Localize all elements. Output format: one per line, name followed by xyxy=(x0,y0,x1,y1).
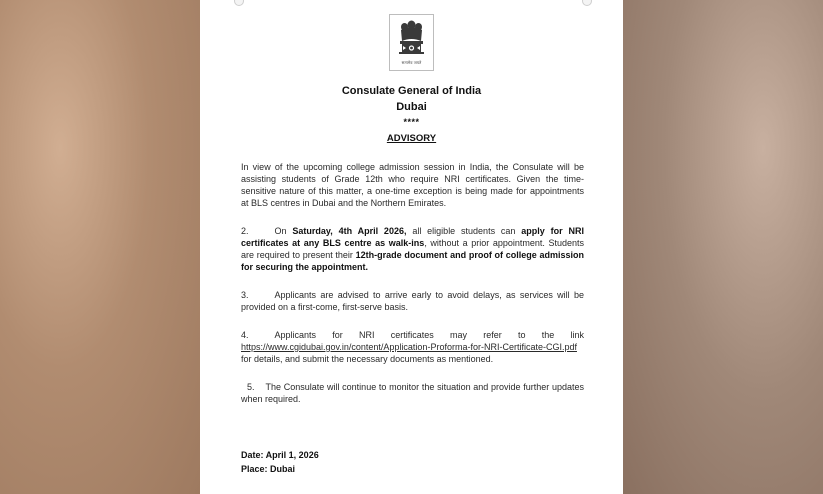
page-edge-mark xyxy=(234,0,244,6)
p5-text: The Consulate will continue to monitor the situation and provide further updates when required. xyxy=(241,382,584,404)
office-city: Dubai xyxy=(396,101,427,113)
p2-walkin-notice: apply for NRI certificates at any BLS centre as walk-ins xyxy=(241,226,584,248)
p2-text: all eligible students can xyxy=(406,226,522,236)
paragraph-4 xyxy=(241,329,584,365)
page-edge-mark xyxy=(582,0,592,6)
paragraph-number: 5. xyxy=(247,382,255,392)
paragraph-2 xyxy=(241,225,584,273)
p2-text: On xyxy=(274,226,293,236)
emblem-graphic xyxy=(390,15,433,70)
p4-text: Applicants for NRI certificates may refer to the link xyxy=(274,330,584,340)
p2-required-documents: 12th-grade document and proof of college admission for securing the appointment. xyxy=(241,250,584,272)
p4-text-continued: for details, and submit the necessary documents as mentioned. xyxy=(241,354,494,364)
p2-text: , without a prior appointment. Students are required to present their xyxy=(241,238,585,260)
paragraph-5 xyxy=(241,381,584,405)
background-right xyxy=(623,0,823,494)
paragraph-3 xyxy=(241,289,584,313)
document-place: Place: Dubai xyxy=(241,464,296,474)
paragraph-number: 3. xyxy=(241,290,249,300)
background-left xyxy=(0,0,200,494)
emblem-motto: सत्यमेव जयते xyxy=(401,60,422,65)
office-title: Consulate General of India xyxy=(341,85,482,97)
nri-certificate-proforma-link[interactable]: https://www.cgidubai.gov.in/content/Application-Proforma-for-NRI-Certificate-CGI.pdf xyxy=(241,342,577,352)
paragraph-1: In view of the upcoming college admission session in India, the Consulate will be assisting students of Grade 12th who require NRI certificates. Given the time-sensitive nature of this matter, a one-time exception is being made for appointments at BLS centres in Dubai and the Northern Emirates. xyxy=(241,162,584,208)
paragraph-number: 2. xyxy=(241,226,249,236)
national-emblem-icon xyxy=(389,14,434,71)
document-heading: ADVISORY xyxy=(386,133,437,144)
separator-stars: **** xyxy=(403,117,420,127)
p2-date: Saturday, 4th April 2026, xyxy=(292,226,407,236)
advisory-document xyxy=(200,0,623,494)
p3-text: Applicants are advised to arrive early to avoid delays, as services will be provided on a first-come, first-serve basis. xyxy=(241,290,584,312)
document-date: Date: April 1, 2026 xyxy=(241,450,319,460)
paragraph-number: 4. xyxy=(241,330,249,340)
